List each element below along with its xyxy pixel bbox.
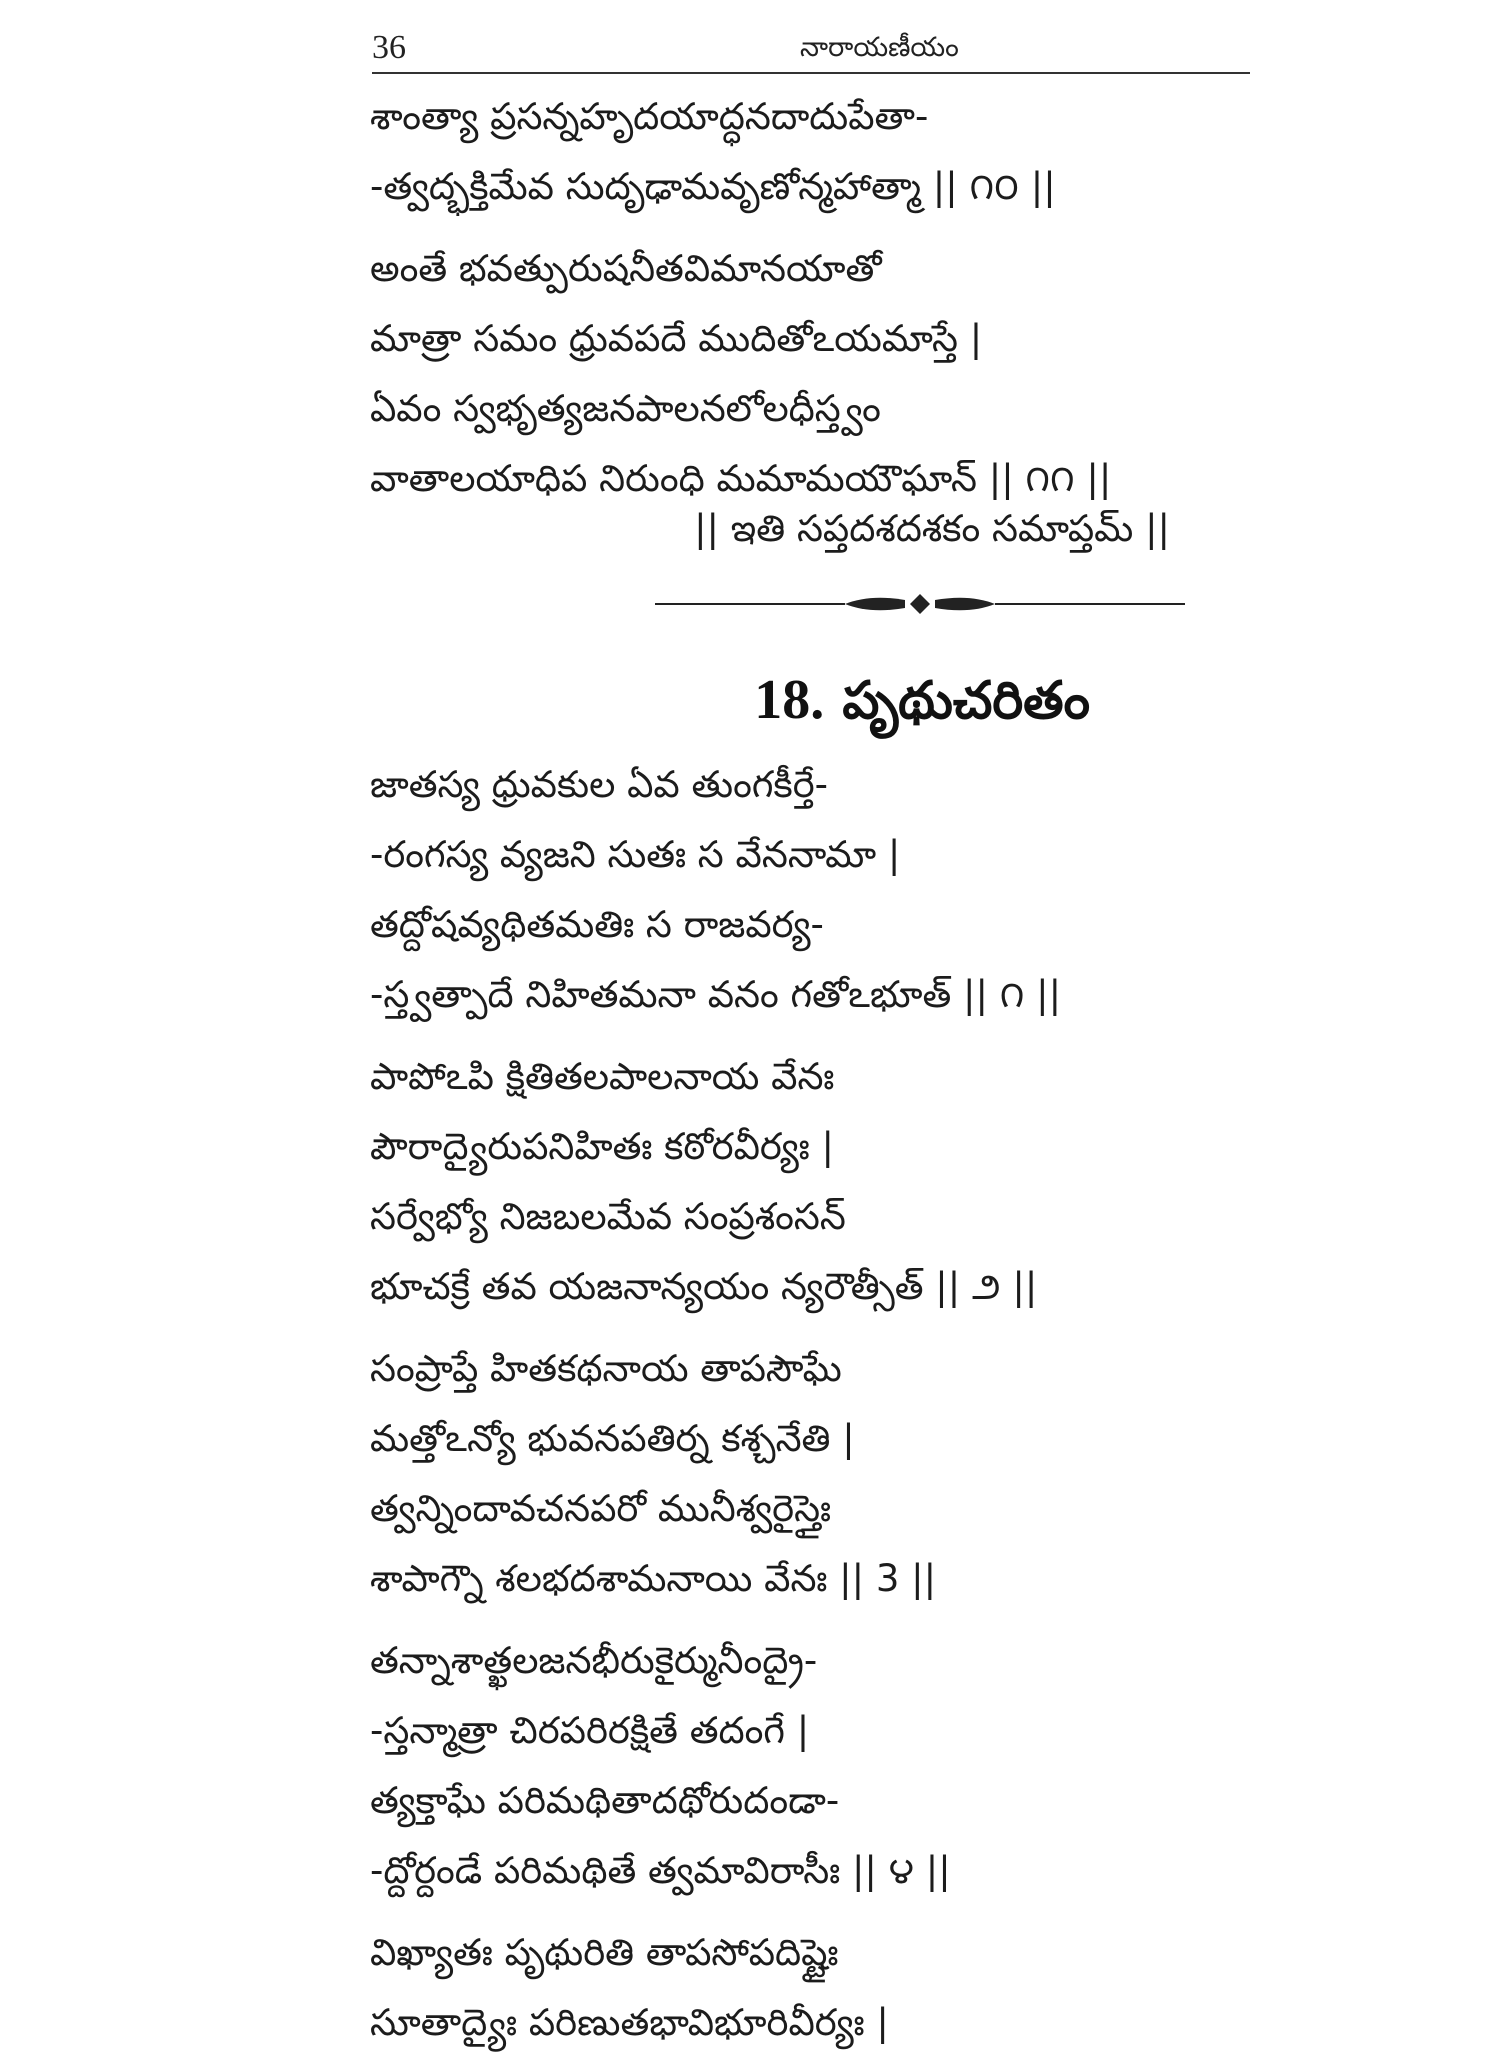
verse-4	[370, 1632, 1250, 1900]
verse-line: -స్తన్మాత్రా చిరపరిరక్షితే తదంగే |	[370, 1709, 810, 1752]
chapter-number: 18.	[754, 669, 825, 731]
verse-line: విఖ్యాతః పృథురితి తాపసోపదిష్టైః	[370, 1931, 839, 1974]
verse-line: సర్వేభ్యో నిజబలమేవ సంప్రశంసన్	[370, 1195, 846, 1238]
verse-line: శాంత్యా ప్రసన్నహృదయాద్ధనదాదుపేతా-	[370, 95, 929, 138]
verse-line: జాతస్య ధ్రువకుల ఏవ తుంగకీర్తే-	[370, 763, 829, 806]
ornament-divider-icon	[655, 586, 1185, 622]
verse-line: పౌరాద్యైరుపనిహితః కఠోరవీర్యః |	[370, 1125, 834, 1168]
verse-line: త్యక్తాఘే పరిమథితాదథోరుదండా-	[370, 1779, 840, 1822]
verse-line: -రంగస్య వ్యజని సుతః స వేననామా |	[370, 833, 901, 876]
verse-2	[370, 1048, 1250, 1316]
verse-line: తద్దోషవ్యథితమతిః స రాజవర్య-	[370, 903, 824, 946]
previous-chapter-verses	[370, 88, 1250, 508]
verse-line: భూచక్రే తవ యజనాన్యయం న్యరౌత్సీత్ || ౨ ||	[370, 1265, 1038, 1308]
ornament-divider	[655, 586, 1185, 622]
header-rule	[372, 72, 1250, 74]
verse-line: తన్నాశాత్ఖలజనభీరుకైర్మునీంద్రై-	[370, 1639, 818, 1682]
verse-10	[370, 88, 1250, 216]
verse-line: -ద్దోర్దండే పరిమథితే త్వమావిరాసీః || ౪ ||	[370, 1849, 951, 1892]
verse-line: -స్త్వత్పాదే నిహితమనా వనం గతోఽభూత్ || ౧ ||	[370, 973, 1062, 1016]
verse-5	[370, 1924, 1250, 2052]
chapter-title: పృథుచరితం	[842, 671, 1090, 731]
verse-line: వాతాలయాధిప నిరుంధి మమామయౌఘాన్ || ౧౧ ||	[370, 457, 1112, 500]
running-title: నారాయణీయం	[800, 32, 959, 63]
verse-line: సూతాద్యైః పరిణుతభావిభూరివీర్యః |	[370, 2001, 889, 2044]
verse-1	[370, 756, 1250, 1024]
verse-line: మాత్రా సమం ధ్రువపదే ముదితోఽయమాస్తే |	[370, 317, 983, 360]
verse-line: మత్తోఽన్యో భువనపతిర్న కశ్చనేతి |	[370, 1417, 855, 1460]
verse-line: ఏవం స్వభృత్యజనపాలనలోలధీస్త్వం	[370, 387, 881, 430]
chapter-colophon: || ఇతి సప్తదశదశకం సమాప్తమ్ ||	[694, 507, 1170, 550]
verse-11	[370, 240, 1250, 508]
page-number: 36	[372, 29, 406, 66]
verse-line: అంతే భవత్పురుషనీతవిమానయాతో	[370, 247, 882, 290]
chapter-heading	[0, 666, 1090, 735]
verse-line: సంప్రాప్తే హితకథనాయ తాపసౌఘే	[370, 1347, 842, 1390]
chapter-verses	[370, 756, 1250, 2052]
verse-3	[370, 1340, 1250, 1608]
verse-line: శాపాగ్నౌ శలభదశామనాయి వేనః || 3 ||	[370, 1557, 937, 1600]
verse-line: -త్వద్భక్తిమేవ సుదృఢామవృణోన్మహాత్మా || ౧౦ ||	[370, 165, 1056, 208]
verse-line: పాపోఽపి క్షితితలపాలనాయ వేనః	[370, 1055, 835, 1098]
verse-line: త్వన్నిందావచనపరో మునీశ్వరైస్తైః	[370, 1487, 832, 1530]
